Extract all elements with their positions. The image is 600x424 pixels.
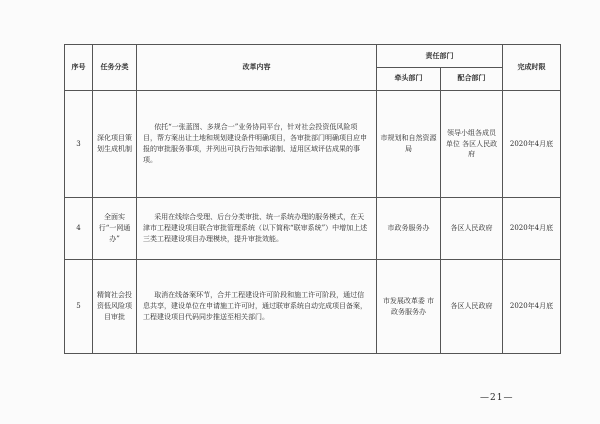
header-index: 序号	[65, 45, 93, 91]
row-index: 4	[65, 198, 93, 260]
header-responsible: 责任部门	[377, 45, 503, 68]
header-deadline: 完成时限	[503, 45, 561, 91]
table-row	[65, 260, 561, 354]
table-row	[65, 90, 561, 198]
row-category: 全面实行“一网通办”	[93, 198, 137, 260]
row-index: 3	[65, 90, 93, 198]
header-content: 改革内容	[137, 45, 377, 91]
row-content: 依托“一张蓝图、多规合一”业务协同平台，针对社会投资低风险项目，帮方案出让土地和规划建设条件明确项目，各审批部门明确项目应申报的审批服务事项，并列出可执行告知承诺制、适用区域评估成果的事项。	[137, 90, 377, 198]
row-deadline: 2020年4月底	[503, 198, 561, 260]
header-lead: 牵头部门	[377, 67, 441, 90]
row-cooperate: 各区人民政府	[441, 260, 503, 354]
row-category: 精简社会投资低风险项目审批	[93, 260, 137, 354]
row-content: 采用在线综合受理、后台分类审批、统一系统办理的服务模式，在天津市工程建设项目联合审批管理系统（以下简称“联审系统”）中增加上述三类工程建设项目办理模块，提升审批效能。	[137, 198, 377, 260]
header-cooperate: 配合部门	[441, 67, 503, 90]
row-cooperate: 领导小组各成员单位 各区人民政府	[441, 90, 503, 198]
page-number: —21—	[480, 393, 514, 403]
table-header-row	[65, 45, 561, 68]
row-lead: 市发展改革委 市政务服务办	[377, 260, 441, 354]
row-lead: 市规划和自然资源局	[377, 90, 441, 198]
row-index: 5	[65, 260, 93, 354]
row-cooperate: 各区人民政府	[441, 198, 503, 260]
reform-task-table	[64, 44, 561, 354]
row-deadline: 2020年4月底	[503, 260, 561, 354]
header-category: 任务分类	[93, 45, 137, 91]
row-content: 取消在线备案环节，合并工程建设许可阶段和施工许可阶段，通过信息共享，建设单位在申请施工许可时，通过联审系统自动完成项目备案，工程建设项目代码同步推送至相关部门。	[137, 260, 377, 354]
row-lead: 市政务服务办	[377, 198, 441, 260]
row-deadline: 2020年4月底	[503, 90, 561, 198]
table-row	[65, 198, 561, 260]
row-category: 深化项目策划生成机制	[93, 90, 137, 198]
